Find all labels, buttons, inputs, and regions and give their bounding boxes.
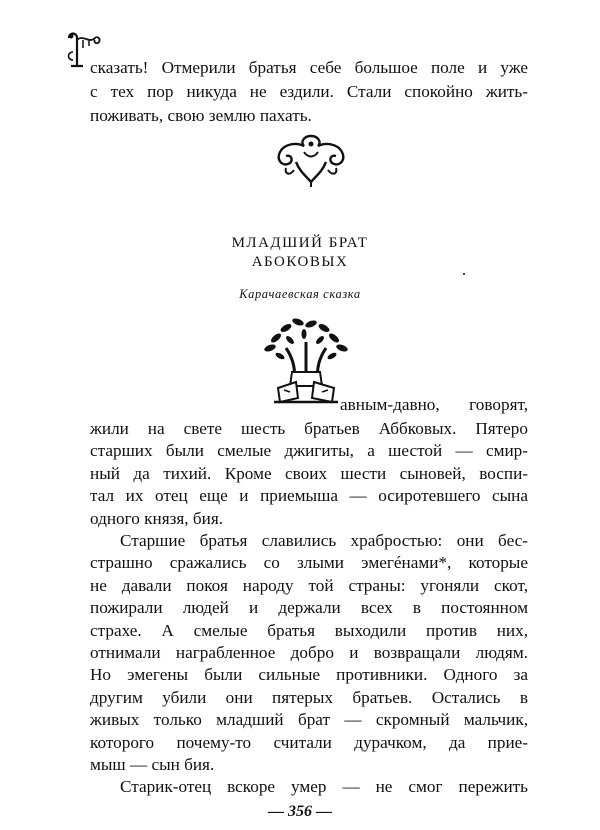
text-line: ный да тихий. Кроме своих шести сыновей, воспи- — [90, 463, 528, 483]
story-title: АБОКОВЫХ — [251, 254, 349, 270]
dropcap-first-line: авным-давно, говорят, — [340, 395, 528, 414]
paragraph-start-line: Старшие братья славились храбростью: они бес- — [120, 531, 528, 550]
text-line: тал их отец еще и приемыша — осиротевшего сына — [90, 486, 528, 506]
text-line: одного князя, бия. — [90, 508, 224, 528]
ornament-divider-icon — [274, 132, 348, 188]
text-line: страхе. А смелые братья выходили против них, — [90, 620, 528, 640]
story-title: МЛАДШИЙ БРАТ — [231, 235, 369, 251]
text-line: живых только младший брат — скромный мальчик, — [90, 710, 528, 730]
text-line: которого почему-то считали дурачком, да прие- — [90, 732, 528, 752]
text-line: сказать! Отмерили братья себе большое поле и уже — [90, 58, 528, 77]
text-line: жили на свете шесть братьев Аббковых. Пятеро — [90, 419, 528, 438]
text-line: мыш — сын бия. — [90, 755, 215, 774]
ink-dot — [463, 273, 465, 275]
page-number: — 356 — — [268, 802, 332, 820]
text-line: отнимали награбленное добро и возвращали людям. — [90, 643, 528, 662]
text-line: другим убили они пятерых братьев. Остались в — [90, 687, 528, 707]
text-line: Но эмегены были сильные противники. Одного за — [90, 665, 528, 685]
text-line: поживать, свою землю пахать. — [90, 106, 312, 125]
text-line: пожирали людей и держали всех в постоянном — [90, 598, 528, 618]
text-line: страшно сражались со злыми эмегéнами*, которые — [90, 553, 528, 573]
text-line: не давали покоя народу той страны: угоняли скот, — [90, 575, 528, 595]
paragraph-start-line: Старик-отец вскоре умер — не смог пережить — [120, 777, 528, 797]
story-subtitle: Карачаевская сказка — [239, 287, 361, 301]
text-line: с тех пор никуда не ездили. Стали спокойно жить- — [90, 82, 528, 101]
text-line: старших были смелые джигиты, а шестой — смир- — [90, 441, 528, 461]
